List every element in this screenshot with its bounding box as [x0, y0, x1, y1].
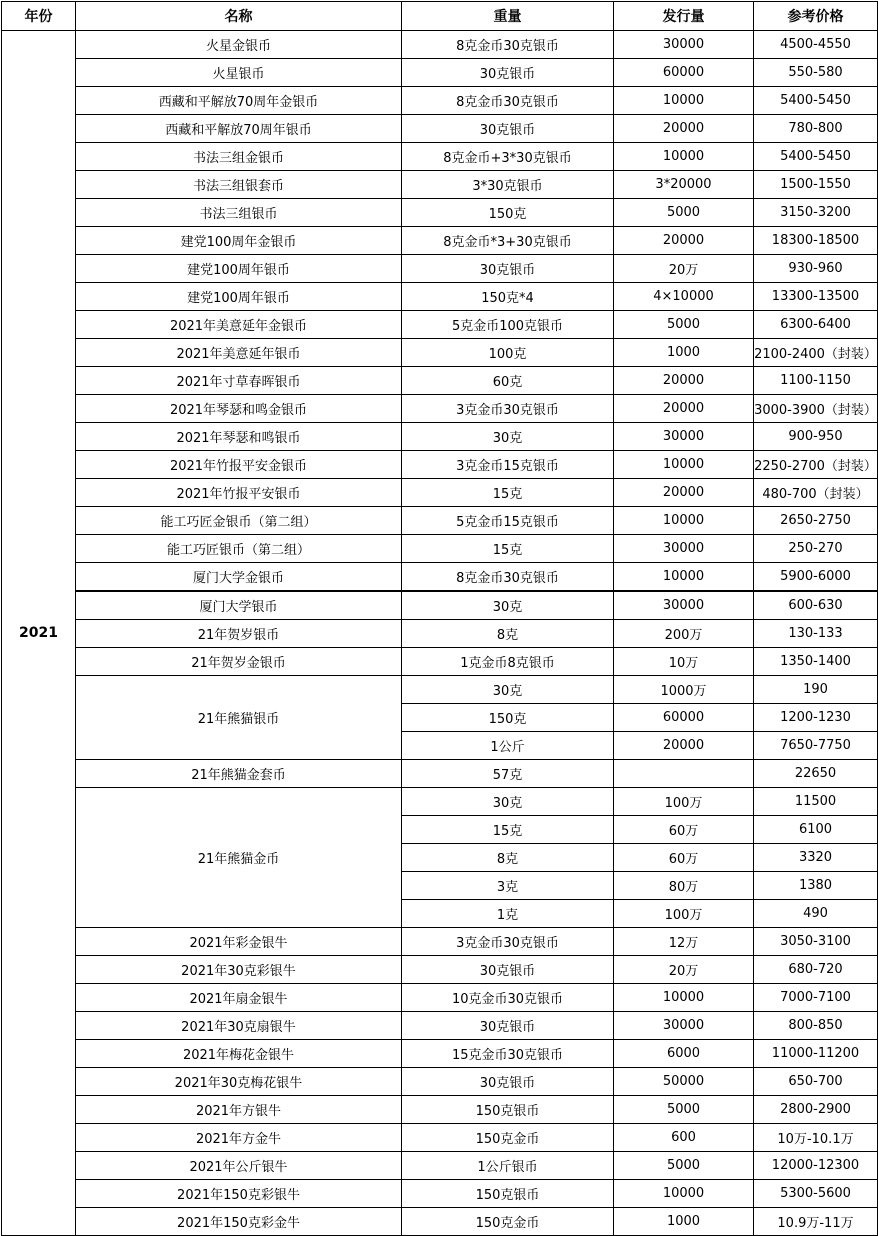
- coin-weight: 15克: [402, 479, 614, 507]
- coin-issue: 1000: [614, 1208, 754, 1236]
- table-row: [2, 1124, 878, 1152]
- coin-name: 2021年竹报平安银币: [76, 479, 402, 507]
- coin-price: 11000-11200: [754, 1040, 878, 1068]
- coin-issue: 100万: [614, 788, 754, 816]
- coin-issue: 4×10000: [614, 283, 754, 311]
- table-row: [2, 928, 878, 956]
- coin-issue: 1000: [614, 339, 754, 367]
- coin-weight: 3克金币30克银币: [402, 928, 614, 956]
- coin-price: 6300-6400: [754, 311, 878, 339]
- coin-name: 21年熊猫金套币: [76, 760, 402, 788]
- coin-weight: 8克金币30克银币: [402, 563, 614, 592]
- coin-price-table: [1, 1, 878, 1236]
- coin-name: 书法三组金银币: [76, 143, 402, 171]
- coin-name: 2021年美意延年金银币: [76, 311, 402, 339]
- coin-weight: 8克金币30克银币: [402, 87, 614, 115]
- coin-name: 2021年方银牛: [76, 1096, 402, 1124]
- coin-price: 680-720: [754, 956, 878, 984]
- table-row: [2, 788, 878, 816]
- coin-name: 火星金银币: [76, 31, 402, 59]
- coin-name: 厦门大学银币: [76, 591, 402, 620]
- coin-weight: 30克: [402, 788, 614, 816]
- coin-issue: 30000: [614, 423, 754, 451]
- coin-weight: 150克银币: [402, 1096, 614, 1124]
- coin-issue: 80万: [614, 872, 754, 900]
- header-row: [2, 2, 878, 31]
- coin-price: 800-850: [754, 1012, 878, 1040]
- table-row: [2, 760, 878, 788]
- table-body: [2, 31, 878, 1236]
- coin-price: 7000-7100: [754, 984, 878, 1012]
- coin-name: 书法三组银币: [76, 199, 402, 227]
- coin-name: 2021年美意延年银币: [76, 339, 402, 367]
- coin-issue: 12万: [614, 928, 754, 956]
- coin-weight: 30克银币: [402, 255, 614, 283]
- header-name: 名称: [76, 2, 402, 31]
- coin-price: 1350-1400: [754, 648, 878, 676]
- coin-issue: 600: [614, 1124, 754, 1152]
- coin-weight: 30克银币: [402, 1012, 614, 1040]
- table-row: [2, 451, 878, 479]
- coin-issue: 30000: [614, 591, 754, 620]
- table-row: [2, 255, 878, 283]
- table-row: [2, 283, 878, 311]
- coin-price: 1500-1550: [754, 171, 878, 199]
- coin-issue: 20000: [614, 732, 754, 760]
- coin-weight: 15克: [402, 816, 614, 844]
- coin-name: 21年贺岁金银币: [76, 648, 402, 676]
- coin-price: 1380: [754, 872, 878, 900]
- coin-weight: 15克金币30克银币: [402, 1040, 614, 1068]
- coin-weight: 30克银币: [402, 115, 614, 143]
- coin-name: 2021年150克彩银牛: [76, 1180, 402, 1208]
- coin-weight: 100克: [402, 339, 614, 367]
- coin-weight: 1公斤银币: [402, 1152, 614, 1180]
- coin-name: 2021年寸草春晖银币: [76, 367, 402, 395]
- coin-issue: 60万: [614, 816, 754, 844]
- table-row: [2, 199, 878, 227]
- coin-price: 490: [754, 900, 878, 928]
- coin-name: 2021年方金牛: [76, 1124, 402, 1152]
- coin-price: 2100-2400（封装）: [754, 339, 878, 367]
- coin-name: 21年熊猫金币: [76, 788, 402, 928]
- coin-price: 3320: [754, 844, 878, 872]
- table-row: [2, 59, 878, 87]
- table-row: [2, 171, 878, 199]
- table-row: [2, 87, 878, 115]
- coin-price: 480-700（封装）: [754, 479, 878, 507]
- coin-weight: 5克金币100克银币: [402, 311, 614, 339]
- coin-issue: 1000万: [614, 676, 754, 704]
- table-row: [2, 479, 878, 507]
- coin-weight: 15克: [402, 535, 614, 563]
- table-row: [2, 591, 878, 620]
- coin-price: 3150-3200: [754, 199, 878, 227]
- year-cell: 2021: [2, 31, 76, 1236]
- coin-weight: 30克: [402, 423, 614, 451]
- coin-price: 780-800: [754, 115, 878, 143]
- coin-name: 2021年30克彩银牛: [76, 956, 402, 984]
- header-price: 参考价格: [754, 2, 878, 31]
- coin-name: 2021年竹报平安金银币: [76, 451, 402, 479]
- coin-issue: 10000: [614, 451, 754, 479]
- coin-issue: 5000: [614, 199, 754, 227]
- table-row: [2, 1068, 878, 1096]
- coin-weight: 30克: [402, 676, 614, 704]
- coin-issue: 60000: [614, 704, 754, 732]
- coin-price: 3050-3100: [754, 928, 878, 956]
- coin-issue: 30000: [614, 535, 754, 563]
- coin-weight: 3克金币15克银币: [402, 451, 614, 479]
- coin-weight: 30克银币: [402, 59, 614, 87]
- coin-issue: 20000: [614, 395, 754, 423]
- coin-weight: 150克银币: [402, 1180, 614, 1208]
- coin-name: 能工巧匠金银币（第二组）: [76, 507, 402, 535]
- coin-price: 22650: [754, 760, 878, 788]
- coin-weight: 30克银币: [402, 956, 614, 984]
- coin-weight: 1克金币8克银币: [402, 648, 614, 676]
- coin-issue: 10000: [614, 1180, 754, 1208]
- coin-issue: 10000: [614, 87, 754, 115]
- table-row: [2, 395, 878, 423]
- coin-weight: 5克金币15克银币: [402, 507, 614, 535]
- coin-price: 130-133: [754, 620, 878, 648]
- coin-weight: 60克: [402, 367, 614, 395]
- coin-issue: 3*20000: [614, 171, 754, 199]
- coin-issue: 10000: [614, 143, 754, 171]
- coin-issue: 10000: [614, 507, 754, 535]
- coin-weight: 150克: [402, 199, 614, 227]
- coin-issue: 30000: [614, 31, 754, 59]
- coin-name: 建党100周年银币: [76, 255, 402, 283]
- coin-issue: 50000: [614, 1068, 754, 1096]
- coin-price: 4500-4550: [754, 31, 878, 59]
- coin-name: 建党100周年银币: [76, 283, 402, 311]
- coin-price: 2650-2750: [754, 507, 878, 535]
- coin-weight: 8克: [402, 620, 614, 648]
- table-row: [2, 1040, 878, 1068]
- table-row: [2, 1096, 878, 1124]
- coin-issue: 5000: [614, 311, 754, 339]
- coin-issue: 30000: [614, 1012, 754, 1040]
- coin-price: 10.9万-11万: [754, 1208, 878, 1236]
- table-row: [2, 620, 878, 648]
- table-row: [2, 1012, 878, 1040]
- coin-weight: 8克金币30克银币: [402, 31, 614, 59]
- coin-name: 厦门大学金银币: [76, 563, 402, 592]
- coin-price: 3000-3900（封装）: [754, 395, 878, 423]
- coin-weight: 3*30克银币: [402, 171, 614, 199]
- coin-price: 10万-10.1万: [754, 1124, 878, 1152]
- table-row: [2, 676, 878, 704]
- coin-issue: 10000: [614, 563, 754, 592]
- coin-name: 2021年30克梅花银牛: [76, 1068, 402, 1096]
- table-row: [2, 367, 878, 395]
- coin-price: 1200-1230: [754, 704, 878, 732]
- coin-weight: 8克: [402, 844, 614, 872]
- coin-issue: 20000: [614, 367, 754, 395]
- coin-weight: 30克银币: [402, 1068, 614, 1096]
- coin-weight: 150克金币: [402, 1208, 614, 1236]
- coin-name: 西藏和平解放70周年金银币: [76, 87, 402, 115]
- coin-price: 12000-12300: [754, 1152, 878, 1180]
- table-row: [2, 535, 878, 563]
- coin-price: 18300-18500: [754, 227, 878, 255]
- coin-price: 13300-13500: [754, 283, 878, 311]
- coin-name: 2021年琴瑟和鸣银币: [76, 423, 402, 451]
- coin-weight: 1公斤: [402, 732, 614, 760]
- table-row: [2, 648, 878, 676]
- header-weight: 重量: [402, 2, 614, 31]
- coin-name: 2021年150克彩金牛: [76, 1208, 402, 1236]
- coin-weight: 10克金币30克银币: [402, 984, 614, 1012]
- coin-price: 600-630: [754, 591, 878, 620]
- table-row: [2, 143, 878, 171]
- coin-price: 5300-5600: [754, 1180, 878, 1208]
- coin-issue: 20000: [614, 227, 754, 255]
- coin-price: 6100: [754, 816, 878, 844]
- coin-weight: 3克金币30克银币: [402, 395, 614, 423]
- table-row: [2, 227, 878, 255]
- coin-weight: 150克*4: [402, 283, 614, 311]
- coin-weight: 3克: [402, 872, 614, 900]
- table-row: [2, 311, 878, 339]
- coin-weight: 8克金币*3+30克银币: [402, 227, 614, 255]
- coin-name: 2021年30克扇银牛: [76, 1012, 402, 1040]
- coin-name: 西藏和平解放70周年银币: [76, 115, 402, 143]
- coin-issue: 60000: [614, 59, 754, 87]
- coin-weight: 1克: [402, 900, 614, 928]
- coin-name: 2021年公斤银牛: [76, 1152, 402, 1180]
- coin-name: 建党100周年金银币: [76, 227, 402, 255]
- coin-issue: 6000: [614, 1040, 754, 1068]
- coin-issue: 20万: [614, 255, 754, 283]
- coin-issue: 10000: [614, 984, 754, 1012]
- table-row: [2, 115, 878, 143]
- coin-price: 190: [754, 676, 878, 704]
- coin-name: 21年熊猫银币: [76, 676, 402, 760]
- table-row: [2, 984, 878, 1012]
- coin-price: 550-580: [754, 59, 878, 87]
- coin-weight: 150克金币: [402, 1124, 614, 1152]
- coin-issue: 100万: [614, 900, 754, 928]
- table-row: [2, 1208, 878, 1236]
- coin-price: 5400-5450: [754, 143, 878, 171]
- table-row: [2, 563, 878, 592]
- coin-price: 7650-7750: [754, 732, 878, 760]
- coin-issue: 20万: [614, 956, 754, 984]
- coin-price: 2250-2700（封装）: [754, 451, 878, 479]
- table-row: [2, 1180, 878, 1208]
- coin-name: 火星银币: [76, 59, 402, 87]
- coin-issue: 20000: [614, 115, 754, 143]
- coin-price: 650-700: [754, 1068, 878, 1096]
- coin-issue: 5000: [614, 1096, 754, 1124]
- coin-weight: 57克: [402, 760, 614, 788]
- header-year: 年份: [2, 2, 76, 31]
- header-issue: 发行量: [614, 2, 754, 31]
- coin-weight: 8克金币+3*30克银币: [402, 143, 614, 171]
- coin-price: 1100-1150: [754, 367, 878, 395]
- coin-price: 930-960: [754, 255, 878, 283]
- coin-name: 2021年琴瑟和鸣金银币: [76, 395, 402, 423]
- table-row: [2, 339, 878, 367]
- coin-price: 5400-5450: [754, 87, 878, 115]
- coin-price: 11500: [754, 788, 878, 816]
- coin-price: 5900-6000: [754, 563, 878, 592]
- coin-name: 2021年扇金银牛: [76, 984, 402, 1012]
- coin-price: 2800-2900: [754, 1096, 878, 1124]
- coin-price: 250-270: [754, 535, 878, 563]
- table-row: [2, 423, 878, 451]
- table-row: [2, 507, 878, 535]
- coin-issue: [614, 760, 754, 788]
- coin-issue: 10万: [614, 648, 754, 676]
- coin-weight: 30克: [402, 591, 614, 620]
- table-row: [2, 1152, 878, 1180]
- coin-name: 2021年梅花金银牛: [76, 1040, 402, 1068]
- coin-price: 900-950: [754, 423, 878, 451]
- coin-name: 2021年彩金银牛: [76, 928, 402, 956]
- coin-name: 能工巧匠银币（第二组）: [76, 535, 402, 563]
- coin-issue: 20000: [614, 479, 754, 507]
- coin-issue: 60万: [614, 844, 754, 872]
- table-row: [2, 956, 878, 984]
- table-row: [2, 31, 878, 59]
- coin-weight: 150克: [402, 704, 614, 732]
- coin-issue: 5000: [614, 1152, 754, 1180]
- coin-issue: 200万: [614, 620, 754, 648]
- coin-name: 书法三组银套币: [76, 171, 402, 199]
- coin-name: 21年贺岁银币: [76, 620, 402, 648]
